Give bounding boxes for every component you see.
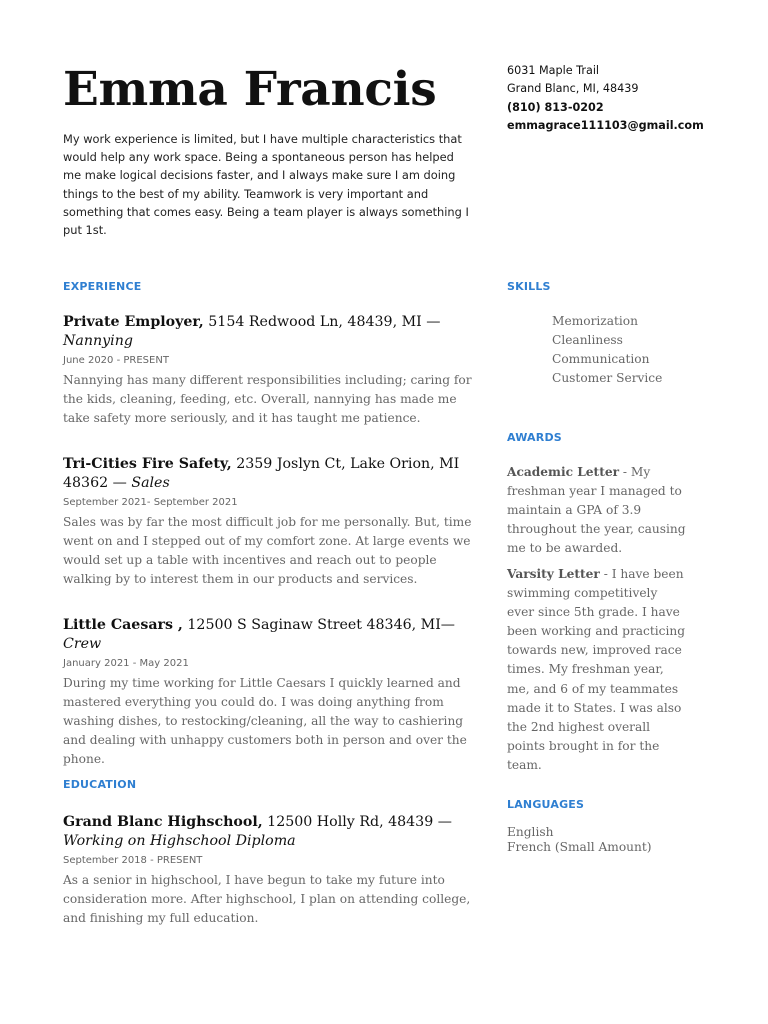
languages-list: [507, 825, 652, 855]
skills-list: [552, 312, 662, 388]
school-title: [63, 813, 473, 850]
summary-paragraph: My work experience is limited, but I have multiple characteristics that would help any work space. Being a spontaneous person has helped me make logical decisions faster, and I always make sure I am doing things to the best of my ability. Teamwork is very important and something that comes easy. Being a team player is always something I put 1st.: [63, 132, 469, 238]
award-name: Varsity Letter: [507, 567, 600, 581]
contact-city: Grand Blanc, MI, 48439: [507, 82, 639, 96]
school-name: Grand Blanc Highschool,: [63, 814, 263, 830]
job-location: 5154 Redwood Ln, 48439, MI —: [203, 314, 441, 330]
skills-heading: SKILLS: [507, 280, 551, 293]
job-employer: Private Employer,: [63, 314, 204, 330]
skill-item: Cleanliness: [552, 333, 623, 348]
experience-heading: EXPERIENCE: [63, 280, 142, 293]
skill-item: Customer Service: [552, 371, 663, 386]
resume-name: Emma Francis: [63, 62, 437, 117]
job-role: Sales: [131, 474, 170, 491]
awards-heading: AWARDS: [507, 431, 562, 444]
school-location: 12500 Holly Rd, 48439 —: [262, 814, 452, 830]
school-description: As a senior in highschool, I have begun to take my future into consideration more. After highschool, I plan on attending college, and finishing my full education.: [63, 873, 471, 926]
contact-email[interactable]: emmagrace111103@gmail.com: [507, 118, 704, 132]
job-dates: September 2021- September 2021: [63, 497, 238, 508]
job-employer: Little Caesars ,: [63, 617, 183, 633]
job-dates: January 2021 - May 2021: [63, 658, 189, 669]
languages-heading: LANGUAGES: [507, 798, 585, 811]
skill-item: Memorization: [552, 314, 638, 328]
experience-item: [63, 313, 473, 428]
award-name: Academic Letter: [507, 465, 619, 479]
job-role: Nannying: [63, 332, 133, 349]
contact-phone: (810) 813-0202: [507, 100, 604, 114]
language-item: English: [507, 825, 554, 839]
job-dates: June 2020 - PRESENT: [63, 355, 169, 366]
award-text: - I have been swimming competitively ever since 5th grade. I have been working and practicing towards new, improved race times. My freshman year, me, and 6 of my teammates made it to States. I was also the 2nd highest overall points brought in for the team.: [507, 567, 686, 772]
job-description: Sales was by far the most difficult job for me personally. But, time went on and I stepped out of my comfort zone. At large events we would set up a table with incentives and reach out to people walking by to interest them in our products and services.: [63, 515, 472, 587]
contact-street: 6031 Maple Trail: [507, 64, 600, 77]
job-role: Crew: [63, 635, 102, 652]
education-item: [63, 813, 473, 928]
experience-item: [63, 616, 473, 769]
award-item: [507, 463, 687, 558]
award-item: [507, 565, 687, 775]
experience-item: [63, 455, 473, 589]
skill-item: Communication: [552, 352, 650, 367]
contact-block: [507, 62, 747, 135]
job-title: [63, 616, 473, 653]
language-item: French (Small Amount): [507, 840, 652, 854]
job-title: [63, 313, 473, 350]
award-text: - My freshman year I managed to maintain a GPA of 3.9 throughout the year, causing me to be awarded.: [507, 465, 686, 556]
job-location: 12500 S Saginaw Street 48346, MI—: [182, 617, 455, 633]
job-description: During my time working for Little Caesars I quickly learned and mastered everything you could do. I was doing anything from washing dishes, to restocking/cleaning, all the way to cashiering and dealing with unhappy customers both in person and over the phone.: [63, 676, 467, 767]
job-title: [63, 455, 473, 492]
job-employer: Tri-Cities Fire Safety,: [63, 456, 232, 472]
education-heading: EDUCATION: [63, 778, 137, 791]
school-dates: September 2018 - PRESENT: [63, 855, 203, 866]
job-location: 2359 Joslyn Ct, Lake Orion, MI 48362 —: [63, 456, 460, 491]
school-program: Working on Highschool Diploma: [63, 832, 296, 849]
job-description: Nannying has many different responsibilities including; caring for the kids, cleaning, feeding, etc. Overall, nannying has made me take safety more seriously, and it has taught me patience.: [63, 373, 472, 426]
